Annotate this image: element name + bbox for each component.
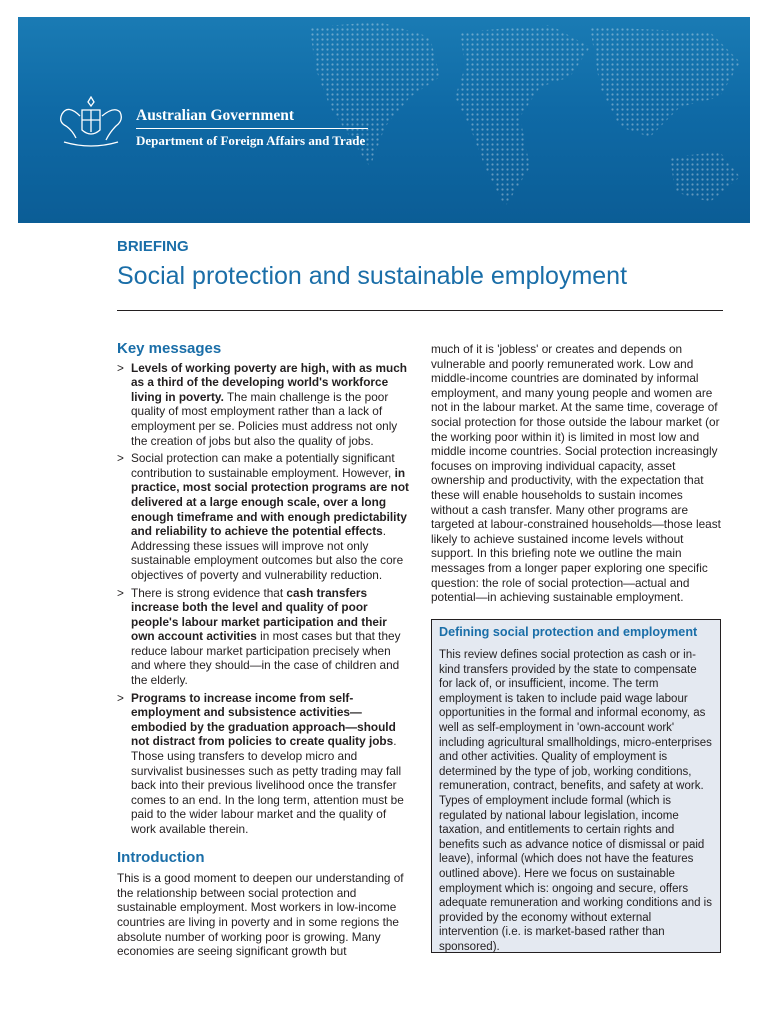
list-item — [117, 586, 412, 688]
government-logo-text — [136, 107, 368, 149]
bullet-marker: > — [117, 585, 124, 600]
bullet-marker: > — [117, 690, 124, 705]
introduction-paragraph: This is a good moment to deepen our understanding of the relationship between social protection and sustainable employment. Most workers in low-income countries are living in poverty and in some regions the absolute number of working poor is growing. Many economies are seeing significant growth but — [117, 871, 404, 959]
key-message-bold: Programs to increase income from self-employment and subsistence activities—embodied by the graduation approach—should not distract from policies to create quality jobs — [131, 690, 396, 749]
bullet-marker: > — [117, 360, 124, 375]
left-column — [117, 342, 412, 959]
list-item — [117, 451, 412, 582]
right-column — [431, 342, 723, 605]
introduction-heading: Introduction — [117, 848, 205, 866]
coat-of-arms-icon — [52, 96, 130, 148]
key-message-text: The main challenge is the poor quality of most employment rather than a lack of employment per se. Policies must address not only the creation of jobs but also the quality of jobs. — [131, 389, 398, 448]
key-message-text: in most cases but that they reduce labour market participation precisely when and where they should—in the case of children and the elderly. — [131, 629, 401, 688]
page-title: Social protection and sustainable employment — [117, 262, 628, 290]
list-item — [117, 361, 412, 449]
continued-paragraph: much of it is 'jobless' or creates and depends on vulnerable and poorly remunerated work. Low and middle-income countries are dominated by informal employment, and many young people and women are not in the labour market. At the same time, coverage of social protection for those outside the labour market (or the working poor within it) is limited in most low and middle income countries. Social protection increasingly focuses on improving individual capacity, asset ownership and productivity, with the expectation that these will enable households to sustain incomes without a cash transfer. Many other programs are targeted at labour-constrained households—those least likely to achieve sustained income levels without support. In this briefing note we outline the main messages from a longer paper exploring one specific question: the role of social protection—actual and potential—in achieving sustainable employment. — [431, 342, 721, 605]
list-item — [117, 691, 412, 837]
doc-type-label: BRIEFING — [117, 238, 189, 255]
department-name: Department of Foreign Affairs and Trade — [136, 133, 366, 148]
title-divider — [117, 310, 723, 311]
key-message-lead: Social protection can make a potentially significant contribution to sustainable employment. However, — [131, 451, 395, 480]
header-banner — [18, 17, 750, 223]
key-message-text: . Addressing these issues will improve not only sustainable employment outcomes but also the core objectives of poverty and vulnerability reduction. — [131, 524, 404, 582]
definition-sidebar-box — [431, 619, 721, 953]
key-messages-list — [117, 361, 412, 837]
key-message-bold: in practice, most social protection programs are not delivered at a large enough scale, over a long enough timeframe and with enough predictability and reliability to achieve the potential effects — [131, 465, 409, 539]
logo-divider — [136, 128, 368, 129]
definition-box-text: This review defines social protection as cash or in-kind transfers provided by the state to compensate for lack of, or insufficient, income. The term employment is taken to include paid wage labour opportunities in the formal and informal economy, as well as self-employment in 'own-account work' including agricultural smallholdings, micro-enterprises and other activities. Quality of employment is determined by the type of job, working conditions, remuneration, contract, benefits, and safety at work. Types of employment include formal (which is regulated by national labour legislation, income taxation, and entitlements to certain rights and benefits such as advance notice of dismissal or paid leave), informal (which does not have the features outlined above). Here we focus on sustainable employment which is: ongoing and secure, offers adequate remuneration and working conditions and is provided by the economy without external intervention (i.e. is market-based rather than sponsored). — [439, 649, 712, 953]
bullet-marker: > — [117, 451, 124, 466]
key-message-bold: Levels of working poverty are high, with as much as a third of the developing world's workforce living in poverty. — [131, 360, 407, 404]
key-message-lead: There is strong evidence that — [131, 585, 287, 600]
key-messages-heading: Key messages — [117, 340, 222, 357]
key-message-text: . Those using transfers to develop micro and survivalist businesses such as petty trading may fall back into their previous livelihood once the transfer comes to an end. In the long term, attention must be paid to the wider labour market and the quality of work available therein. — [131, 734, 404, 836]
definition-box-heading: Defining social protection and employment — [439, 625, 698, 639]
key-message-bold: cash transfers increase both the level and quality of poor people's labour market participation and their own account activities — [131, 585, 387, 644]
government-name: Australian Government — [136, 107, 295, 124]
